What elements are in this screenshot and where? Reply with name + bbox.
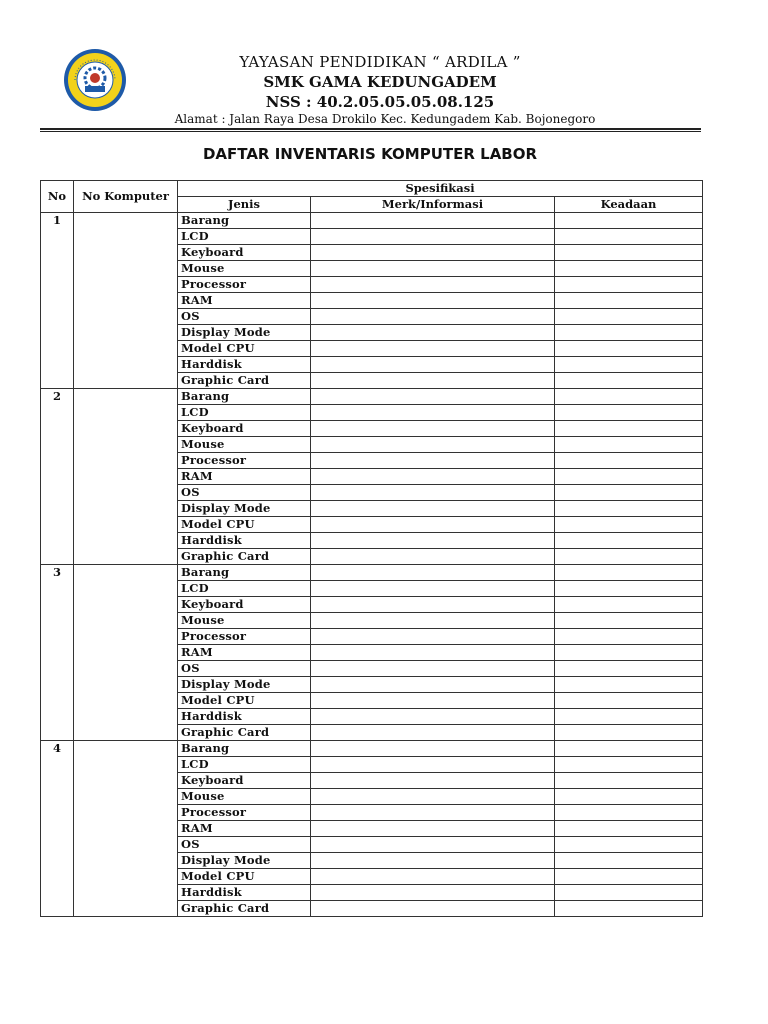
keadaan-field[interactable] [555,261,703,277]
keadaan-field[interactable] [555,453,703,469]
table-row [41,213,703,229]
row-number: 3 [41,565,74,741]
merk-field[interactable] [311,389,555,405]
jenis-cell: Processor [178,277,311,293]
jenis-cell: Harddisk [178,533,311,549]
keadaan-field[interactable] [555,805,703,821]
keadaan-field[interactable] [555,901,703,917]
merk-field[interactable] [311,453,555,469]
merk-field[interactable] [311,629,555,645]
jenis-cell: Mouse [178,613,311,629]
merk-field[interactable] [311,789,555,805]
no-komputer-field[interactable] [74,213,178,389]
merk-field[interactable] [311,229,555,245]
keadaan-field[interactable] [555,565,703,581]
jenis-cell: Barang [178,389,311,405]
merk-field[interactable] [311,517,555,533]
keadaan-field[interactable] [555,821,703,837]
no-komputer-field[interactable] [74,565,178,741]
merk-field[interactable] [311,421,555,437]
keadaan-field[interactable] [555,309,703,325]
jenis-cell: RAM [178,469,311,485]
jenis-cell: Display Mode [178,501,311,517]
keadaan-field[interactable] [555,213,703,229]
keadaan-field[interactable] [555,773,703,789]
merk-field[interactable] [311,245,555,261]
jenis-cell: Model CPU [178,693,311,709]
keadaan-field[interactable] [555,229,703,245]
merk-field[interactable] [311,293,555,309]
jenis-cell: RAM [178,821,311,837]
keadaan-field[interactable] [555,741,703,757]
keadaan-field[interactable] [555,709,703,725]
merk-field[interactable] [311,693,555,709]
merk-field[interactable] [311,357,555,373]
merk-field[interactable] [311,821,555,837]
keadaan-field[interactable] [555,661,703,677]
merk-field[interactable] [311,213,555,229]
jenis-cell: Model CPU [178,517,311,533]
merk-field[interactable] [311,597,555,613]
keadaan-field[interactable] [555,437,703,453]
letterhead-divider-thin [40,131,701,132]
school-address: Alamat : Jalan Raya Desa Drokilo Kec. Kedungadem Kab. Bojonegoro [174,112,596,126]
header-no: No [41,181,74,213]
keadaan-field[interactable] [555,853,703,869]
table-row [41,389,703,405]
keadaan-field[interactable] [555,597,703,613]
row-number: 1 [41,213,74,389]
keadaan-field[interactable] [555,293,703,309]
jenis-cell: Harddisk [178,885,311,901]
merk-field[interactable] [311,837,555,853]
keadaan-field[interactable] [555,421,703,437]
keadaan-field[interactable] [555,693,703,709]
merk-field[interactable] [311,485,555,501]
keadaan-field[interactable] [555,725,703,741]
jenis-cell: LCD [178,229,311,245]
jenis-cell: RAM [178,293,311,309]
merk-field[interactable] [311,309,555,325]
inventory-table [40,180,703,917]
merk-field[interactable] [311,661,555,677]
keadaan-field[interactable] [555,245,703,261]
jenis-cell: Processor [178,453,311,469]
inventory-body [41,213,703,917]
jenis-cell: Keyboard [178,773,311,789]
keadaan-field[interactable] [555,677,703,693]
jenis-cell: Harddisk [178,709,311,725]
merk-field[interactable] [311,325,555,341]
letterhead-divider [40,128,701,130]
merk-field[interactable] [311,373,555,389]
keadaan-field[interactable] [555,373,703,389]
jenis-cell: LCD [178,757,311,773]
jenis-cell: Processor [178,805,311,821]
jenis-cell: Mouse [178,437,311,453]
table-row [41,741,703,757]
jenis-cell: Processor [178,629,311,645]
page-title: DAFTAR INVENTARIS KOMPUTER LABOR [202,145,538,163]
merk-field[interactable] [311,773,555,789]
header-no-komputer: No Komputer [74,181,178,213]
jenis-cell: OS [178,309,311,325]
book-icon [85,86,105,92]
jenis-cell: Barang [178,213,311,229]
jenis-cell: Graphic Card [178,725,311,741]
merk-field[interactable] [311,885,555,901]
merk-field[interactable] [311,677,555,693]
jenis-cell: Keyboard [178,245,311,261]
merk-field[interactable] [311,549,555,565]
keadaan-field[interactable] [555,869,703,885]
jenis-cell: Barang [178,741,311,757]
jenis-cell: Display Mode [178,853,311,869]
header-keadaan: Keadaan [555,197,703,213]
jenis-cell: Harddisk [178,357,311,373]
keadaan-field[interactable] [555,357,703,373]
merk-field[interactable] [311,501,555,517]
keadaan-field[interactable] [555,581,703,597]
keadaan-field[interactable] [555,613,703,629]
keadaan-field[interactable] [555,837,703,853]
keadaan-field[interactable] [555,885,703,901]
jenis-cell: Model CPU [178,341,311,357]
keadaan-field[interactable] [555,549,703,565]
jenis-cell: Keyboard [178,421,311,437]
merk-field[interactable] [311,709,555,725]
keadaan-field[interactable] [555,517,703,533]
keadaan-field[interactable] [555,405,703,421]
foundation-name: YAYASAN PENDIDIKAN “ ARDILA ” [239,53,521,71]
merk-field[interactable] [311,341,555,357]
school-logo [63,48,127,112]
merk-field[interactable] [311,405,555,421]
keadaan-field[interactable] [555,533,703,549]
merk-field[interactable] [311,581,555,597]
jenis-cell: Mouse [178,261,311,277]
jenis-cell: Graphic Card [178,373,311,389]
jenis-cell: LCD [178,405,311,421]
jenis-cell: Mouse [178,789,311,805]
merk-field[interactable] [311,277,555,293]
jenis-cell: Barang [178,565,311,581]
header-merk: Merk/Informasi [311,197,555,213]
no-komputer-field[interactable] [74,389,178,565]
no-komputer-field[interactable] [74,741,178,917]
merk-field[interactable] [311,805,555,821]
keadaan-field[interactable] [555,389,703,405]
jenis-cell: Model CPU [178,869,311,885]
merk-field[interactable] [311,741,555,757]
jenis-cell: Display Mode [178,325,311,341]
jenis-cell: OS [178,485,311,501]
keadaan-field[interactable] [555,645,703,661]
jenis-cell: RAM [178,645,311,661]
row-number: 2 [41,389,74,565]
keadaan-field[interactable] [555,469,703,485]
jenis-cell: Graphic Card [178,901,311,917]
keadaan-field[interactable] [555,341,703,357]
jenis-cell: Graphic Card [178,549,311,565]
merk-field[interactable] [311,901,555,917]
table-row [41,565,703,581]
keadaan-field[interactable] [555,757,703,773]
merk-field[interactable] [311,261,555,277]
keadaan-field[interactable] [555,501,703,517]
merk-field[interactable] [311,853,555,869]
keadaan-field[interactable] [555,325,703,341]
jenis-cell: LCD [178,581,311,597]
merk-field[interactable] [311,437,555,453]
merk-field[interactable] [311,869,555,885]
merk-field[interactable] [311,725,555,741]
keadaan-field[interactable] [555,277,703,293]
keadaan-field[interactable] [555,789,703,805]
merk-field[interactable] [311,645,555,661]
keadaan-field[interactable] [555,629,703,645]
row-number: 4 [41,741,74,917]
jenis-cell: OS [178,837,311,853]
header-spesifikasi: Spesifikasi [178,181,703,197]
jenis-cell: Keyboard [178,597,311,613]
merk-field[interactable] [311,533,555,549]
jenis-cell: OS [178,661,311,677]
header-jenis: Jenis [178,197,311,213]
jenis-cell: Display Mode [178,677,311,693]
school-nss: NSS : 40.2.05.05.05.08.125 [265,93,495,111]
keadaan-field[interactable] [555,485,703,501]
merk-field[interactable] [311,757,555,773]
school-name: SMK GAMA KEDUNGADEM [263,73,497,91]
merk-field[interactable] [311,565,555,581]
merk-field[interactable] [311,613,555,629]
merk-field[interactable] [311,469,555,485]
